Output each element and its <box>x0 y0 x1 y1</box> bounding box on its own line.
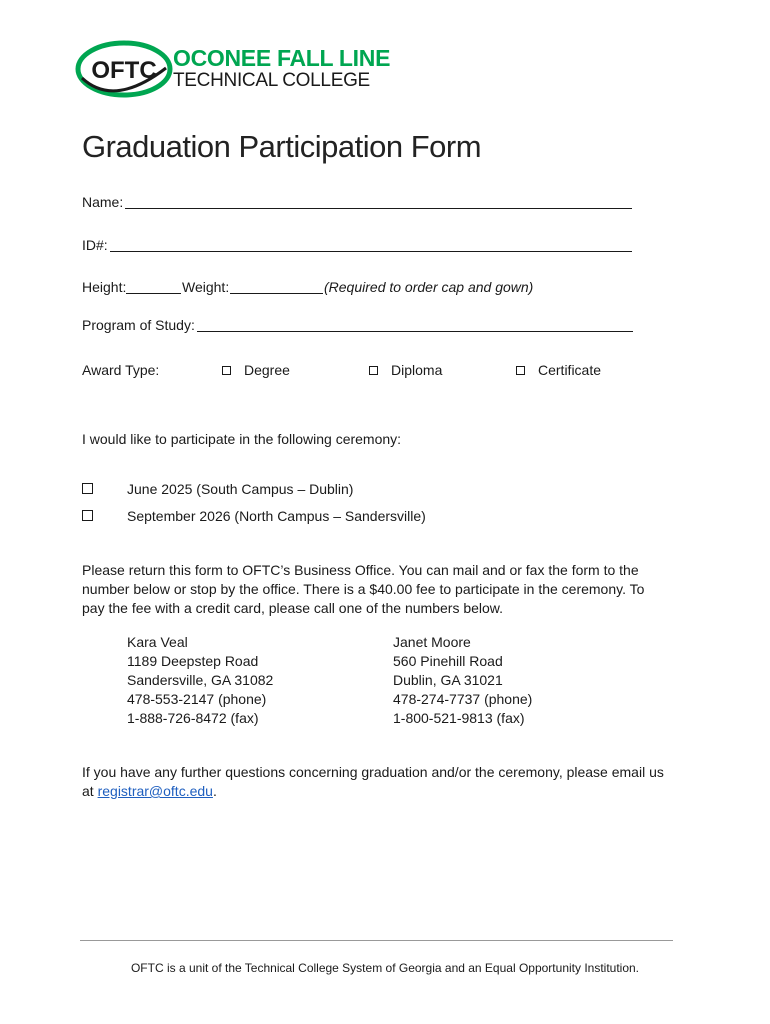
degree-checkbox[interactable] <box>222 366 231 375</box>
footer-divider <box>80 940 673 941</box>
weight-label: Weight: <box>182 279 230 295</box>
degree-option-label: Degree <box>244 362 290 378</box>
questions-period: . <box>212 783 217 799</box>
logo-line1: OCONEE FALL LINE <box>173 45 391 71</box>
questions-paragraph <box>82 763 664 801</box>
instructions-line-3: pay the fee with a credit card, please call one of the numbers below. <box>82 600 504 616</box>
contact-fax: 1-888-726-8472 (fax) <box>127 710 259 726</box>
diploma-option-label: Diploma <box>391 362 443 378</box>
questions-at: at <box>82 783 98 799</box>
instructions-paragraph <box>82 561 644 618</box>
weight-field[interactable] <box>230 293 323 294</box>
logo-emblem <box>74 38 174 100</box>
contact-kara-veal <box>127 633 273 728</box>
contact-phone: 478-553-2147 (phone) <box>127 691 267 707</box>
september-2026-checkbox[interactable] <box>82 510 93 521</box>
page-title: Graduation Participation Form <box>82 129 482 164</box>
award-type-label: Award Type: <box>82 362 160 378</box>
logo-line2: TECHNICAL COLLEGE <box>173 70 370 91</box>
height-label: Height: <box>82 279 127 295</box>
contact-phone: 478-274-7737 (phone) <box>393 691 533 707</box>
june-2025-option: June 2025 (South Campus – Dublin) <box>127 481 354 497</box>
contact-city: Sandersville, GA 31082 <box>127 672 274 688</box>
contact-name: Kara Veal <box>127 634 188 650</box>
contact-city: Dublin, GA 31021 <box>393 672 503 688</box>
id-field[interactable] <box>110 251 632 252</box>
contact-street: 1189 Deepstep Road <box>127 653 259 669</box>
instructions-line-2: number below or stop by the office. There is a $40.00 fee to participate in the ceremony. To <box>82 581 645 597</box>
questions-line-1: If you have any further questions concerning graduation and/or the ceremony, please email us <box>82 764 664 780</box>
program-field[interactable] <box>197 331 633 332</box>
registrar-email-link[interactable]: registrar@oftc.edu <box>97 783 213 799</box>
june-2025-checkbox[interactable] <box>82 483 93 494</box>
instructions-line-1: Please return this form to OFTC’s Business Office. You can mail and or fax the form to the <box>82 562 639 578</box>
cap-gown-note: (Required to order cap and gown) <box>324 279 534 295</box>
contact-fax: 1-800-521-9813 (fax) <box>393 710 525 726</box>
program-label: Program of Study: <box>82 317 195 333</box>
height-field[interactable] <box>126 293 181 294</box>
id-label: ID#: <box>82 237 108 253</box>
certificate-option-label: Certificate <box>538 362 602 378</box>
diploma-checkbox[interactable] <box>369 366 378 375</box>
certificate-checkbox[interactable] <box>516 366 525 375</box>
name-field[interactable] <box>125 208 632 209</box>
contact-name: Janet Moore <box>393 634 471 650</box>
ceremony-prompt: I would like to participate in the following ceremony: <box>82 431 402 447</box>
september-2026-option: September 2026 (North Campus – Sandersville) <box>127 508 426 524</box>
logo-abbr: OFTC <box>91 57 157 84</box>
questions-line-2 <box>82 782 664 801</box>
contact-janet-moore <box>393 633 532 728</box>
name-label: Name: <box>82 194 124 210</box>
footer-text: OFTC is a unit of the Technical College System of Georgia and an Equal Opportunity Institution. <box>130 961 640 975</box>
contact-street: 560 Pinehill Road <box>393 653 503 669</box>
